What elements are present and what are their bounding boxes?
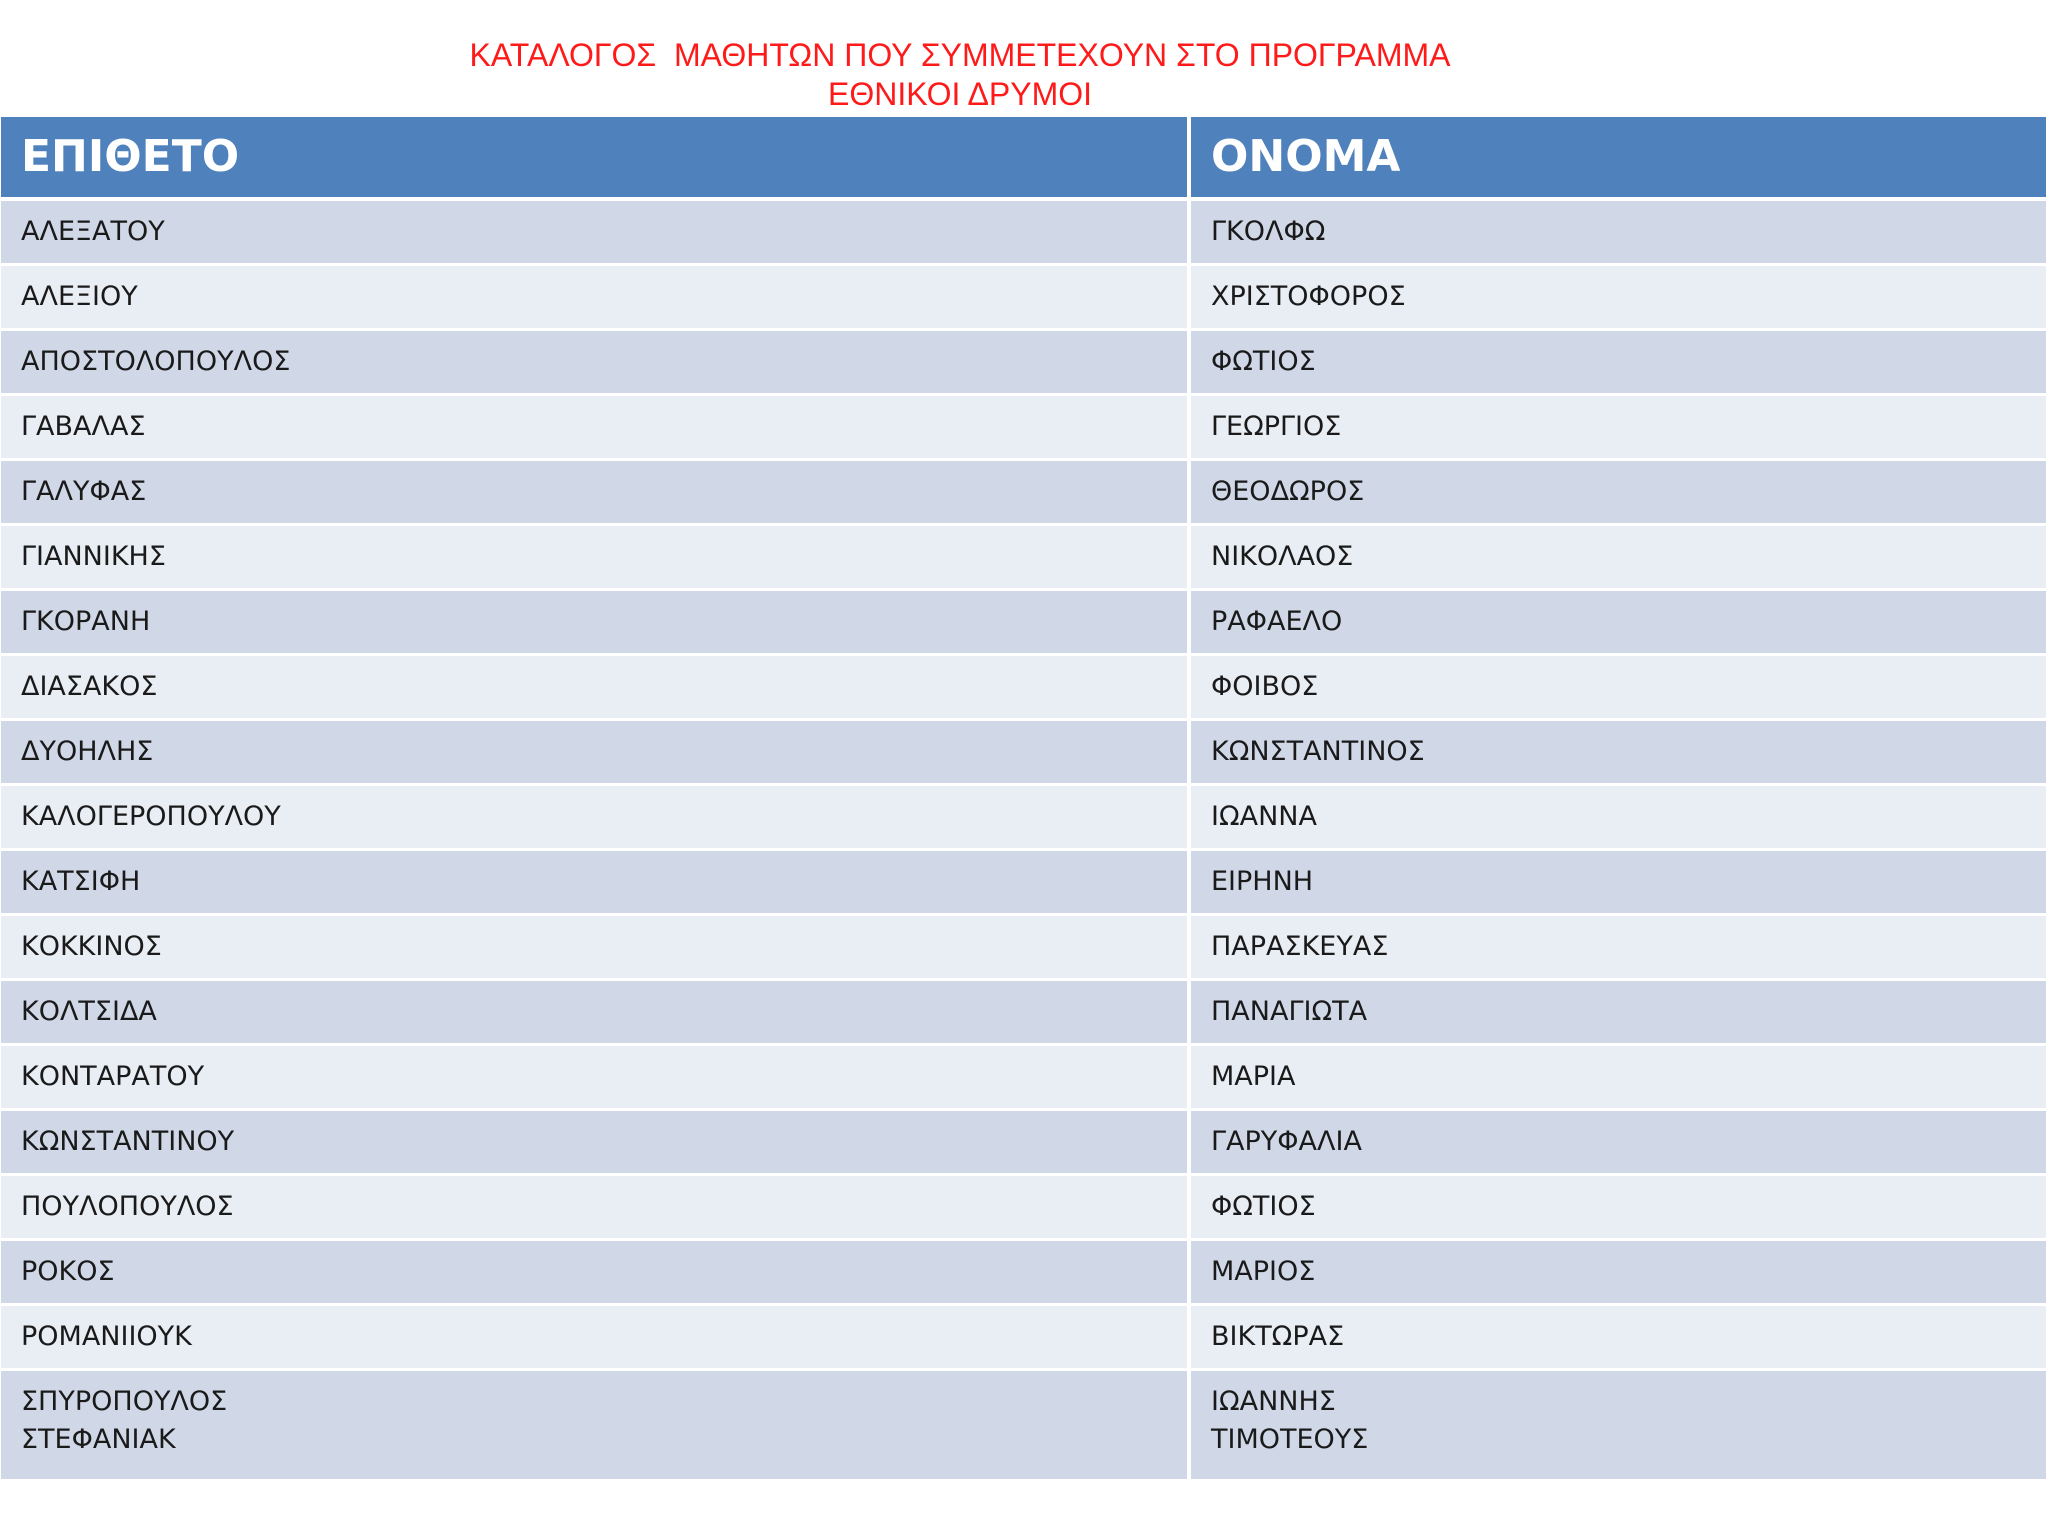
name-cell: ΦΩΤΙΟΣ <box>1211 1191 1316 1222</box>
surname-cell: ΓΑΒΑΛΑΣ <box>1 396 1191 458</box>
name-cell: ΙΩΑΝΝΑ <box>1211 801 1317 832</box>
table-header <box>1 117 2046 201</box>
surname-cell: ΔΥΟΗΛΗΣ <box>1 721 1191 783</box>
table-row <box>1 981 2046 1046</box>
table-row <box>1 1371 2046 1482</box>
surname-cell: ΔΙΑΣΑΚΟΣ <box>1 656 1191 718</box>
surname-cell: ΓΑΛΥΦΑΣ <box>1 461 1191 523</box>
name-cell: ΓΑΡΥΦΑΛΙΑ <box>1211 1126 1362 1157</box>
table-row <box>1 1046 2046 1111</box>
surname-cell: ΚΟΛΤΣΙΔΑ <box>1 981 1191 1043</box>
surname-cell: ΚΩΝΣΤΑΝΤΙΝΟΥ <box>1 1111 1191 1173</box>
name-cell: ΜΑΡΙΑ <box>1211 1061 1296 1092</box>
surname-cell: ΠΟΥΛΟΠΟΥΛΟΣ <box>1 1176 1191 1238</box>
table-row <box>1 916 2046 981</box>
header-name: ΟΝΟΜΑ <box>1211 131 1401 182</box>
surname-cell: ΓΚΟΡΑΝΗ <box>1 591 1191 653</box>
students-table <box>1 117 2046 1482</box>
table-row <box>1 1111 2046 1176</box>
table-row <box>1 331 2046 396</box>
table-row <box>1 786 2046 851</box>
table-row <box>1 1176 2046 1241</box>
surname-cell: ΡΟΚΟΣ <box>1 1241 1191 1303</box>
table-row <box>1 656 2046 721</box>
name-cell: ΒΙΚΤΩΡΑΣ <box>1211 1321 1345 1352</box>
table-row <box>1 721 2046 786</box>
surname-cell: ΚΑΤΣΙΦΗ <box>1 851 1191 913</box>
name-cell: ΜΑΡΙΟΣ <box>1211 1256 1316 1287</box>
name-cell: ΠΑΡΑΣΚΕΥΑΣ <box>1211 931 1389 962</box>
document-title: ΚΑΤΑΛΟΓΟΣ ΜΑΘΗΤΩΝ ΠΟΥ ΣΥΜΜΕΤΕΧΟΥΝ ΣΤΟ ΠΡΟΓΡΑΜΜΑ ΕΘΝΙΚΟΙ ΔΡΥΜΟΙ <box>469 37 1451 112</box>
name-cell: ΓΚΟΛΦΩ <box>1211 216 1326 247</box>
name-cell: ΓΕΩΡΓΙΟΣ <box>1211 411 1342 442</box>
surname-cell: ΑΠΟΣΤΟΛΟΠΟΥΛΟΣ <box>1 331 1191 393</box>
table-row <box>1 851 2046 916</box>
surname-cell: ΚΑΛΟΓΕΡΟΠΟΥΛΟΥ <box>1 786 1191 848</box>
surname-cell: ΚΟΝΤΑΡΑΤΟΥ <box>1 1046 1191 1108</box>
name-cell: ΧΡΙΣΤΟΦΟΡΟΣ <box>1211 281 1406 312</box>
table-row <box>1 461 2046 526</box>
surname-cell: ΡΟΜΑΝΙΙΟΥΚ <box>1 1306 1191 1368</box>
surname-cell: ΣΠΥΡΟΠΟΥΛΟΣ ΣΤΕΦΑΝΙΑΚ <box>1 1371 1191 1479</box>
surname-cell: ΓΙΑΝΝΙΚΗΣ <box>1 526 1191 588</box>
table-row <box>1 266 2046 331</box>
name-cell: ΦΩΤΙΟΣ <box>1211 346 1316 377</box>
table-row <box>1 591 2046 656</box>
table-row <box>1 526 2046 591</box>
name-cell: ΙΩΑΝΝΗΣ ΤΙΜΟΤΕΟΥΣ <box>1211 1386 1369 1455</box>
table-row <box>1 396 2046 461</box>
surname-cell: ΚΟΚΚΙΝΟΣ <box>1 916 1191 978</box>
name-cell: ΝΙΚΟΛΑΟΣ <box>1211 541 1354 572</box>
name-cell: ΚΩΝΣΤΑΝΤΙΝΟΣ <box>1211 736 1425 767</box>
name-cell: ΦΟΙΒΟΣ <box>1211 671 1319 702</box>
name-cell: ΘΕΟΔΩΡΟΣ <box>1211 476 1365 507</box>
table-row <box>1 1306 2046 1371</box>
name-cell: ΡΑΦΑΕΛΟ <box>1211 606 1343 637</box>
name-cell: ΠΑΝΑΓΙΩΤΑ <box>1211 996 1368 1027</box>
table-row <box>1 201 2046 266</box>
surname-cell: ΑΛΕΞΙΟΥ <box>1 266 1191 328</box>
name-cell: ΕΙΡΗΝΗ <box>1211 866 1314 897</box>
header-surname: ΕΠΙΘΕΤΟ <box>1 117 1191 197</box>
surname-cell: ΑΛΕΞΑΤΟΥ <box>1 201 1191 263</box>
table-row <box>1 1241 2046 1306</box>
